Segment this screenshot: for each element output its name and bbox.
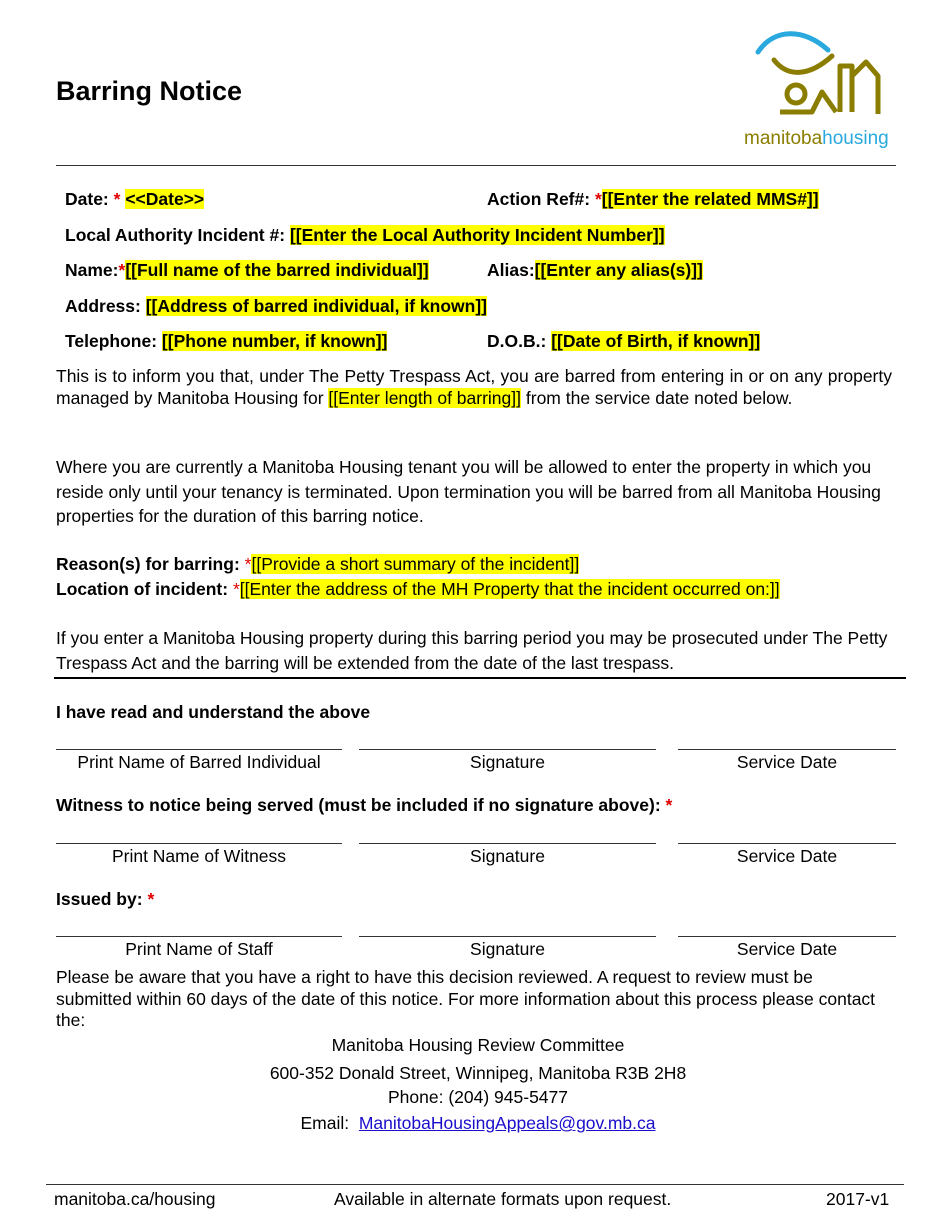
reason-label: Reason(s) for barring: xyxy=(56,554,240,574)
section-divider xyxy=(54,677,906,679)
barred-name-label: Print Name of Barred Individual xyxy=(77,752,321,772)
review-committee-address: 600-352 Donald Street, Winnipeg, Manitoba R3B 2H8 xyxy=(269,1063,687,1083)
date-field xyxy=(65,189,204,210)
review-notice: Please be aware that you have a right to have this decision reviewed. A request to review must be submitted within 60 days of the date of this notice. For more information about this process please contact the: xyxy=(56,967,876,1030)
footer-divider xyxy=(46,1184,904,1185)
location-value[interactable]: [[Enter the address of the MH Property that the incident occurred on:]] xyxy=(239,578,780,599)
dob-value[interactable]: [[Date of Birth, if known]] xyxy=(551,331,761,351)
witness-required-mark: * xyxy=(665,795,673,815)
action-ref-field xyxy=(487,189,819,210)
dob-field xyxy=(487,331,760,352)
incident-number-label: Local Authority Incident #: xyxy=(65,225,286,245)
barring-statement-text: This is to inform you that, under The Petty Trespass Act, you are barred from entering in or on any property managed by Manitoba Housing for xyxy=(56,366,892,408)
address-label: Address: xyxy=(65,296,141,316)
manitoba-housing-logo xyxy=(740,26,900,156)
telephone-value[interactable]: [[Phone number, if known]] xyxy=(161,331,388,351)
barred-date-label: Service Date xyxy=(736,752,838,772)
action-ref-label: Action Ref#: xyxy=(487,189,591,209)
witness-heading-text: Witness to notice being served (must be included if no signature above): xyxy=(56,795,661,815)
staff-signature-line[interactable] xyxy=(359,936,656,937)
barring-statement xyxy=(56,366,892,409)
logo-text-main: manitoba xyxy=(744,128,823,149)
witness-heading xyxy=(56,795,672,816)
alias-value[interactable]: [[Enter any alias(s)]] xyxy=(534,260,703,280)
footer-alternate-formats: Available in alternate formats upon request. xyxy=(334,1189,672,1209)
date-label: Date: xyxy=(65,189,109,209)
review-committee-phone: Phone: (204) 945-5477 xyxy=(388,1087,568,1107)
alias-field xyxy=(487,260,703,281)
name-field xyxy=(65,260,429,281)
name-value[interactable]: [[Full name of the barred individual]] xyxy=(125,260,429,280)
reason-value[interactable]: [[Provide a short summary of the incident]] xyxy=(251,554,580,574)
review-email-link[interactable]: ManitobaHousingAppeals@gov.mb.ca xyxy=(358,1113,656,1133)
date-value[interactable]: <<Date>> xyxy=(125,189,205,209)
location-label: Location of incident: xyxy=(56,578,229,599)
review-committee-name: Manitoba Housing Review Committee xyxy=(331,1035,625,1055)
action-ref-required-mark: * xyxy=(594,189,602,209)
name-required-mark: * xyxy=(118,260,126,280)
footer-website: manitoba.ca/housing xyxy=(54,1189,216,1209)
witness-date-line[interactable] xyxy=(678,843,896,844)
reason-required-mark: * xyxy=(244,554,252,574)
tenant-paragraph: Where you are currently a Manitoba Housing tenant you will be allowed to enter the property in which you reside only until your tenancy is terminated. Upon termination you will be barred from all Manitoba Housing properties for the duration of this barring notice. xyxy=(56,457,881,526)
address-value[interactable]: [[Address of barred individual, if known]] xyxy=(145,296,488,316)
staff-name-line[interactable] xyxy=(56,936,342,937)
reason-location-block xyxy=(56,552,892,601)
witness-name-line[interactable] xyxy=(56,843,342,844)
action-ref-value[interactable]: [[Enter the related MMS#]] xyxy=(601,189,819,209)
logo-wordmark xyxy=(744,128,889,150)
witness-date-label: Service Date xyxy=(736,846,838,866)
review-committee-email-row xyxy=(56,1113,900,1134)
issued-by-heading-text: Issued by: xyxy=(56,889,143,909)
prosecution-paragraph: If you enter a Manitoba Housing property during this barring period you may be prosecuted under The Petty Trespass Act and the barring will be extended from the date of the last trespass. xyxy=(56,628,888,673)
staff-signature-label: Signature xyxy=(470,939,545,959)
issued-by-required-mark: * xyxy=(147,889,155,909)
telephone-label: Telephone: xyxy=(65,331,158,351)
issued-by-heading xyxy=(56,889,154,910)
dob-label: D.O.B.: xyxy=(487,331,547,351)
date-required-mark: * xyxy=(113,189,121,209)
incident-number-value[interactable]: [[Enter the Local Authority Incident Number]] xyxy=(289,225,665,245)
staff-date-label: Service Date xyxy=(736,939,838,959)
barred-signature-line[interactable] xyxy=(359,749,656,750)
staff-name-label: Print Name of Staff xyxy=(125,939,273,959)
witness-name-label: Print Name of Witness xyxy=(111,846,287,866)
email-label: Email: xyxy=(300,1113,350,1133)
name-label: Name: xyxy=(65,260,119,280)
house-people-icon xyxy=(740,26,900,126)
acknowledgement-heading: I have read and understand the above xyxy=(56,702,371,722)
header-divider xyxy=(56,165,896,166)
location-required-mark: * xyxy=(232,578,240,599)
reason-row xyxy=(56,552,892,577)
page-title: Barring Notice xyxy=(56,76,243,106)
address-field xyxy=(65,296,487,317)
logo-text-accent: housing xyxy=(822,128,889,149)
alias-label: Alias: xyxy=(487,260,535,280)
barred-name-line[interactable] xyxy=(56,749,342,750)
witness-signature-label: Signature xyxy=(470,846,545,866)
incident-number-field xyxy=(65,225,665,246)
footer-version: 2017-v1 xyxy=(826,1189,890,1209)
barring-statement-tail: from the service date noted below. xyxy=(521,387,793,408)
barring-length-value[interactable]: [[Enter length of barring]] xyxy=(328,387,522,408)
location-row xyxy=(56,577,892,602)
witness-signature-line[interactable] xyxy=(359,843,656,844)
staff-date-line[interactable] xyxy=(678,936,896,937)
barred-date-line[interactable] xyxy=(678,749,896,750)
telephone-field xyxy=(65,331,387,352)
barred-signature-label: Signature xyxy=(470,752,545,772)
